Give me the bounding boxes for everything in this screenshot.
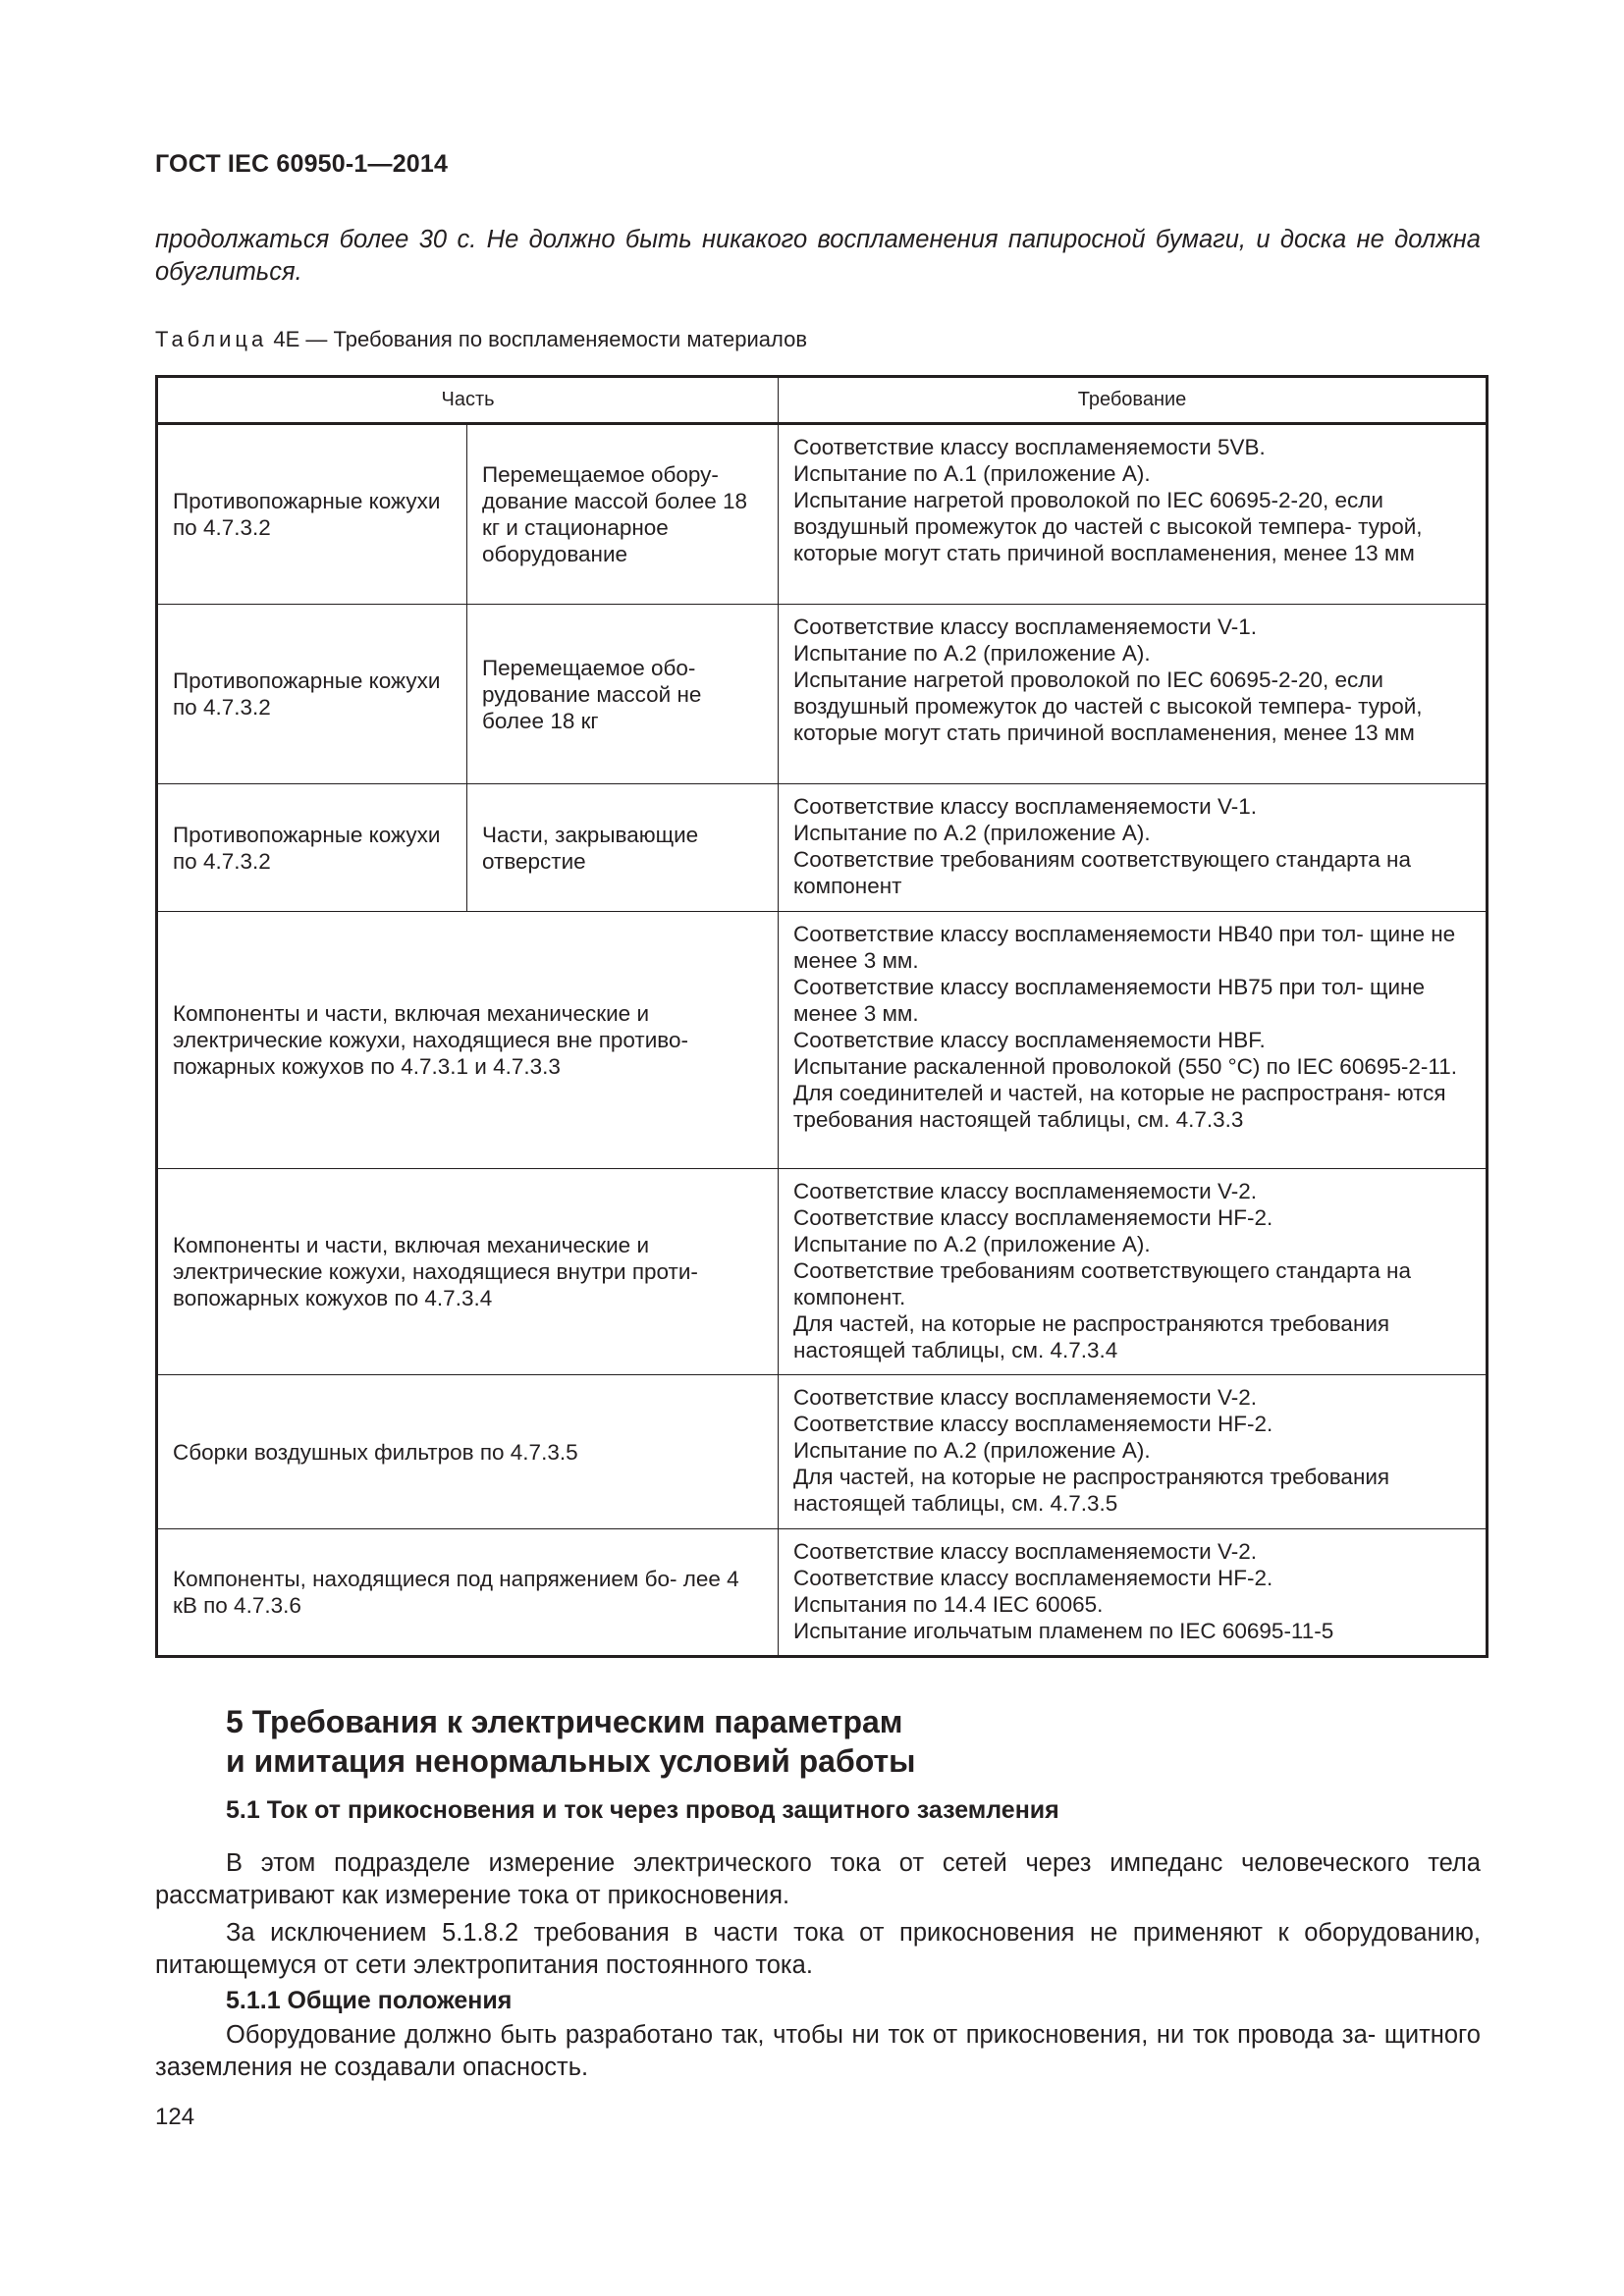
table-row	[157, 1169, 1488, 1375]
requirement-line: Соответствие классу воспламеняемости НВ40 при тол- щине не менее 3 мм.	[793, 922, 1456, 973]
requirement-line: Соответствие классу воспламеняемости V-1.	[793, 794, 1257, 819]
part-cell: Компоненты и части, включая механические и электрические кожухи, находящиеся вне противо- пожарных кожухов по 4.7.3.1 и 4.7.3.3	[157, 912, 779, 1169]
subsection-5-1-1-title: 5.1.1 Общие положения	[226, 1987, 513, 2014]
requirement-line: Испытание по А.1 (приложение А).	[793, 461, 1151, 486]
table-row	[157, 1375, 1488, 1529]
requirement-line: Для соединителей и частей, на которые не распространя- ются требования настоящей таблицы, см. 4.7.3.3	[793, 1081, 1446, 1132]
section-5-title-line-2: и имитация ненормальных условий работы	[226, 1743, 916, 1779]
requirement-line: Испытание нагретой проволокой по IEC 60695-2-20, если воздушный промежуток до частей с высокой темпера- турой, которые могут стать причиной воспламенения, менее 13 мм	[793, 667, 1423, 745]
requirement-line: Соответствие классу воспламеняемости V-2.	[793, 1179, 1257, 1203]
requirement-line: Соответствие классу воспламеняемости HBF.	[793, 1028, 1266, 1052]
intro-paragraph: продолжаться более 30 с. Не должно быть никакого воспламенения папиросной бумаги, и доска не должна обуглиться.	[155, 226, 1481, 286]
requirement-cell	[779, 1169, 1488, 1375]
part-cell: Сборки воздушных фильтров по 4.7.3.5	[157, 1375, 779, 1529]
table-row	[157, 424, 1488, 605]
requirement-cell	[779, 784, 1488, 912]
part-cell: Компоненты, находящиеся под напряжением бо- лее 4 кВ по 4.7.3.6	[157, 1529, 779, 1657]
column-header-requirement: Требование	[779, 377, 1488, 424]
page-number: 124	[155, 2104, 195, 2130]
requirement-line: Соответствие классу воспламеняемости HF-2.	[793, 1205, 1273, 1230]
table-row	[157, 1529, 1488, 1657]
subpart-cell: Перемещаемое обору- дование массой более 18 кг и стационарное оборудование	[467, 424, 779, 605]
flammability-requirements-table	[155, 375, 1489, 1658]
table-caption-title: 4E — Требования по воспламеняемости материалов	[267, 327, 808, 351]
requirement-line: Для частей, на которые не распространяются требования настоящей таблицы, см. 4.7.3.5	[793, 1465, 1390, 1516]
paragraph: В этом подразделе измерение электрического тока от сетей через импеданс человеческого тела рассматривают как измерение тока от прикосновения.	[155, 1849, 1481, 1909]
requirement-cell	[779, 1529, 1488, 1657]
table-caption-label: Таблица	[155, 327, 268, 351]
subpart-cell: Части, закрывающие отверстие	[467, 784, 779, 912]
requirement-cell	[779, 1375, 1488, 1529]
requirement-line: Соответствие классу воспламеняемости НВ75 при тол- щине менее 3 мм.	[793, 975, 1425, 1026]
part-cell: Противопожарные кожухи по 4.7.3.2	[157, 424, 467, 605]
requirement-line: Соответствие классу воспламеняемости V-2.	[793, 1539, 1257, 1564]
requirement-cell	[779, 424, 1488, 605]
subsection-5-1-title: 5.1 Ток от прикосновения и ток через провод защитного заземления	[226, 1796, 1059, 1824]
requirement-line: Соответствие требованиям соответствующего стандарта на компонент.	[793, 1258, 1411, 1309]
requirement-line: Соответствие классу воспламеняемости 5VB.	[793, 435, 1266, 459]
paragraph: За исключением 5.1.8.2 требования в части тока от прикосновения не применяют к оборудованию, питающемуся от сети электропитания постоянного тока.	[155, 1919, 1481, 1979]
requirement-line: Соответствие классу воспламеняемости V-2.	[793, 1385, 1257, 1410]
requirement-line: Испытания по 14.4 IEC 60065.	[793, 1592, 1104, 1617]
section-5-title-line-1: 5 Требования к электрическим параметрам	[226, 1704, 903, 1739]
document-header: ГОСТ IEC 60950-1—2014	[155, 150, 449, 178]
requirement-line: Испытание по А.2 (приложение А).	[793, 821, 1151, 845]
requirement-line: Соответствие классу воспламеняемости V-1.	[793, 614, 1257, 639]
part-cell: Противопожарные кожухи по 4.7.3.2	[157, 784, 467, 912]
table-row	[157, 784, 1488, 912]
requirement-cell	[779, 912, 1488, 1169]
requirement-line: Испытание по А.2 (приложение А).	[793, 641, 1151, 666]
requirement-line: Испытание по А.2 (приложение А).	[793, 1438, 1151, 1463]
table-caption	[155, 327, 807, 352]
requirement-line: Испытание игольчатым пламенем по IEC 60695-11-5	[793, 1619, 1334, 1643]
requirement-line: Соответствие требованиям соответствующего стандарта на компонент	[793, 847, 1411, 898]
requirement-line: Испытание нагретой проволокой по IEC 60695-2-20, если воздушный промежуток до частей с высокой темпера- турой, которые могут стать причиной воспламенения, менее 13 мм	[793, 488, 1423, 565]
requirement-cell	[779, 605, 1488, 784]
requirement-line: Испытание по А.2 (приложение А).	[793, 1232, 1151, 1256]
part-cell: Противопожарные кожухи по 4.7.3.2	[157, 605, 467, 784]
requirement-line: Соответствие классу воспламеняемости HF-2.	[793, 1412, 1273, 1436]
requirement-line: Для частей, на которые не распространяются требования настоящей таблицы, см. 4.7.3.4	[793, 1311, 1390, 1362]
subpart-cell: Перемещаемое обо- рудование массой не более 18 кг	[467, 605, 779, 784]
table-row	[157, 605, 1488, 784]
table-row	[157, 912, 1488, 1169]
requirement-line: Соответствие классу воспламеняемости HF-2.	[793, 1566, 1273, 1590]
requirement-line: Испытание раскаленной проволокой (550 °С) по IEC 60695-2-11.	[793, 1054, 1457, 1079]
column-header-part: Часть	[157, 377, 779, 424]
section-5-title	[226, 1702, 915, 1781]
table-header-row	[157, 377, 1488, 424]
paragraph: Оборудование должно быть разработано так, чтобы ни ток от прикосновения, ни ток провода за- щитного заземления не создавали опасность.	[155, 2021, 1481, 2081]
part-cell: Компоненты и части, включая механические и электрические кожухи, находящиеся внутри проти- вопожарных кожухов по 4.7.3.4	[157, 1169, 779, 1375]
